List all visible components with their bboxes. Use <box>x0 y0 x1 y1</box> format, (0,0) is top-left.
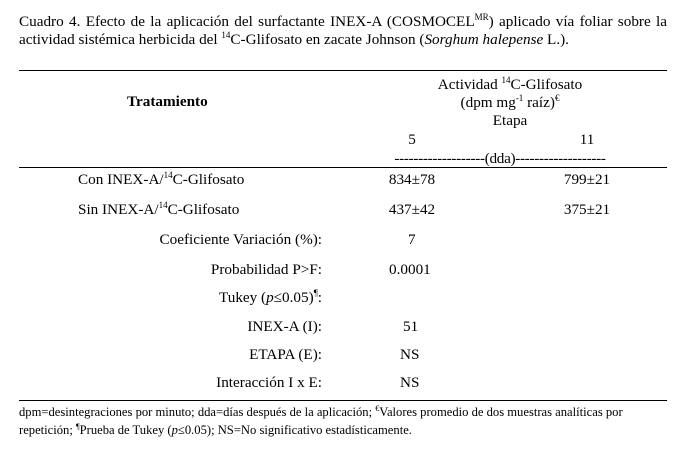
tukey-label: Tukey (p≤0.05)¶: <box>218 288 322 306</box>
caption-text: L.). <box>543 31 569 48</box>
prob-value: 0.0001 <box>389 261 431 278</box>
table-caption <box>19 13 667 49</box>
row-con-value-11: 799±21 <box>563 171 611 188</box>
header-rule <box>19 167 667 168</box>
prob-label: Probabilidad P>F: <box>210 261 322 278</box>
header-activity: Actividad $^{14}$C-Glifosato <box>437 75 583 93</box>
bottom-rule <box>19 400 667 401</box>
row-sin-value-11: 375±21 <box>563 201 611 218</box>
inex-label: INEX-A (I): <box>247 318 322 335</box>
cv-label: Coeficiente Variación (%): <box>159 231 322 248</box>
row-sin-value-5: 437±42 <box>388 201 436 218</box>
interaction-value: NS <box>400 374 420 391</box>
caption-text: Cuadro 4. Efecto de la aplicación del surfactante INEX-A (COSMOCEL <box>19 13 475 30</box>
caption-text: C-Glifosato en zacate Johnson ( <box>230 31 425 48</box>
header-dda: -------------------(dda)------------------- <box>394 150 606 167</box>
etapa-label: ETAPA (E): <box>249 346 322 363</box>
etapa-value: NS <box>400 346 420 363</box>
row-label-con: Con INEX-A/$^{14}$C-Glifosato <box>78 170 245 188</box>
table-footnote: dpm=desintegraciones por minuto; dda=días después de la aplicación; €Valores promedio de dos muestras analíticas por repetición; ¶Prueba de Tukey (p≤0.05); NS=No significativo estadísticamente. <box>19 404 623 437</box>
cv-value: 7 <box>408 231 416 248</box>
top-rule <box>19 70 667 71</box>
caption-isotope: 14 <box>221 30 231 40</box>
caption-trademark: MR <box>474 12 489 22</box>
caption-text: ) aplicado vía foliar sobre la actividad sistémica herbicida del <box>19 13 667 48</box>
header-stage-11: 11 <box>579 131 595 148</box>
header-stage: Etapa <box>492 112 528 129</box>
header-units: (dpm $mg^{-1}$ raíz)€ <box>460 93 560 111</box>
header-treatment: Tratamiento <box>127 93 208 110</box>
row-con-value-5: 834±78 <box>388 171 436 188</box>
interaction-label: Interacción I x E: <box>216 374 322 391</box>
caption-species: Sorghum halepense <box>424 31 544 48</box>
header-stage-5: 5 <box>408 131 416 148</box>
inex-value: 51 <box>403 318 419 335</box>
row-label-sin: Sin INEX-A/$^{14}$C-Glifosato <box>78 200 240 218</box>
